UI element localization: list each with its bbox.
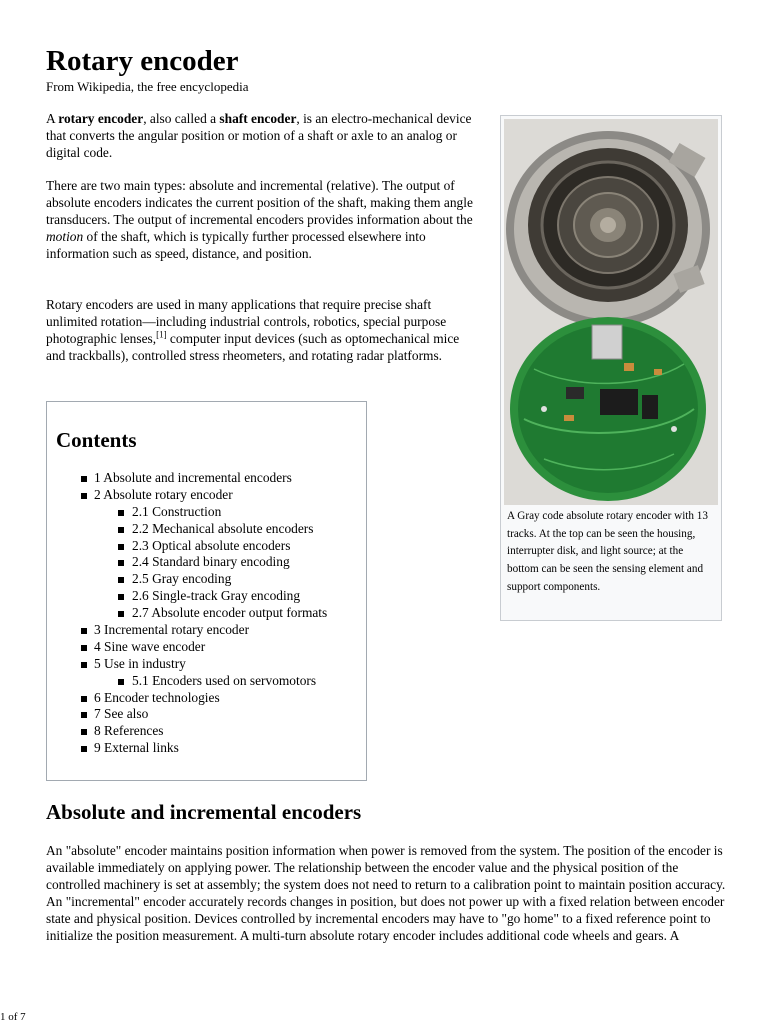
page-subtitle: From Wikipedia, the free encyclopedia xyxy=(46,79,249,94)
page-indicator: 1 of 7 xyxy=(0,1011,26,1023)
toc-item[interactable]: 5 Use in industry xyxy=(47,656,367,673)
bullet-icon xyxy=(81,662,87,668)
figure-image[interactable] xyxy=(504,119,718,505)
bullet-icon xyxy=(118,611,124,617)
section-paragraph: An "absolute" encoder maintains position information when power is removed from the system. The position of the encoder is available immediately on applying power. The relationship between the encoder value and the physical position of the controlled machinery is set at assembly; the system does not need to return to a calibration point to maintain position accuracy. An "incremental" encoder accurately records changes in position, but does not power up with a fixed relation between encoder state and physical position. Devices controlled by incremental encoders may have to "go home" to a fixed reference point to initialize the position measurement. A multi-turn absolute rotary encoder includes additional code wheels and gears. A xyxy=(46,843,726,943)
toc-item[interactable]: 7 See also xyxy=(47,706,367,723)
toc-subitem[interactable]: 2.5 Gray encoding xyxy=(47,571,367,588)
bullet-icon xyxy=(81,746,87,752)
bullet-icon xyxy=(81,696,87,702)
toc-subitem[interactable]: 2.6 Single-track Gray encoding xyxy=(47,588,367,605)
citation-link[interactable]: [1] xyxy=(156,329,167,340)
term-motion: motion xyxy=(46,229,84,244)
bullet-icon xyxy=(118,510,124,516)
term-rotary-encoder: rotary encoder xyxy=(58,111,144,126)
toc-subitem[interactable]: 5.1 Encoders used on servomotors xyxy=(47,673,367,690)
table-of-contents xyxy=(46,401,367,781)
toc-item[interactable]: 1 Absolute and incremental encoders xyxy=(47,470,367,487)
toc-subitem[interactable]: 2.4 Standard binary encoding xyxy=(47,554,367,571)
toc-subitem[interactable]: 2.2 Mechanical absolute encoders xyxy=(47,521,367,538)
toc-item[interactable]: 9 External links xyxy=(47,740,367,757)
term-shaft-encoder: shaft encoder xyxy=(219,111,297,126)
toc-subitem[interactable]: 2.1 Construction xyxy=(47,504,367,521)
intro-paragraph-3: Rotary encoders are used in many applications that require precise shaft unlimited rotation—including industrial controls, robotics, special purpose photographic lenses,[1] computer input devices (such as optomechanical mice and trackballs), controlled stress rheometers, and rotating radar platforms. xyxy=(46,297,460,363)
figure-thumbnail xyxy=(500,115,722,621)
bullet-icon xyxy=(81,729,87,735)
toc-item[interactable]: 3 Incremental rotary encoder xyxy=(47,622,367,639)
toc-subitem[interactable]: 2.3 Optical absolute encoders xyxy=(47,538,367,555)
rotary-encoder-photo xyxy=(504,119,718,505)
bullet-icon xyxy=(118,560,124,566)
toc-list xyxy=(47,470,367,757)
section-heading: Absolute and incremental encoders xyxy=(46,800,362,824)
toc-item[interactable]: 4 Sine wave encoder xyxy=(47,639,367,656)
page-title: Rotary encoder xyxy=(46,45,239,77)
toc-item[interactable]: 8 References xyxy=(47,723,367,740)
toc-title: Contents xyxy=(56,428,137,452)
toc-item[interactable]: 2 Absolute rotary encoder xyxy=(47,487,367,504)
bullet-icon xyxy=(81,645,87,651)
bullet-icon xyxy=(118,527,124,533)
bullet-icon xyxy=(118,594,124,600)
intro-paragraph-2: There are two main types: absolute and incremental (relative). The output of absolute encoders indicates the current position of the shaft, making them angle transducers. The output of incremental encoders provides information about the motion of the shaft, which is typically further processed elsewhere into information such as speed, distance, and position. xyxy=(46,178,473,261)
toc-item[interactable]: 6 Encoder technologies xyxy=(47,690,367,707)
bullet-icon xyxy=(81,628,87,634)
bullet-icon xyxy=(81,493,87,499)
bullet-icon xyxy=(118,679,124,685)
intro-paragraph-1: A rotary encoder, also called a shaft encoder, is an electro-mechanical device that converts the angular position or motion of a shaft or axle to an analog or digital code. xyxy=(46,111,472,160)
bullet-icon xyxy=(118,577,124,583)
bullet-icon xyxy=(81,476,87,482)
bullet-icon xyxy=(81,712,87,718)
figure-caption: A Gray code absolute rotary encoder with 13 tracks. At the top can be seen the housing, interrupter disk, and light source; at the bottom can be seen the sensing element and support components. xyxy=(507,510,708,593)
bullet-icon xyxy=(118,544,124,550)
toc-subitem[interactable]: 2.7 Absolute encoder output formats xyxy=(47,605,367,622)
